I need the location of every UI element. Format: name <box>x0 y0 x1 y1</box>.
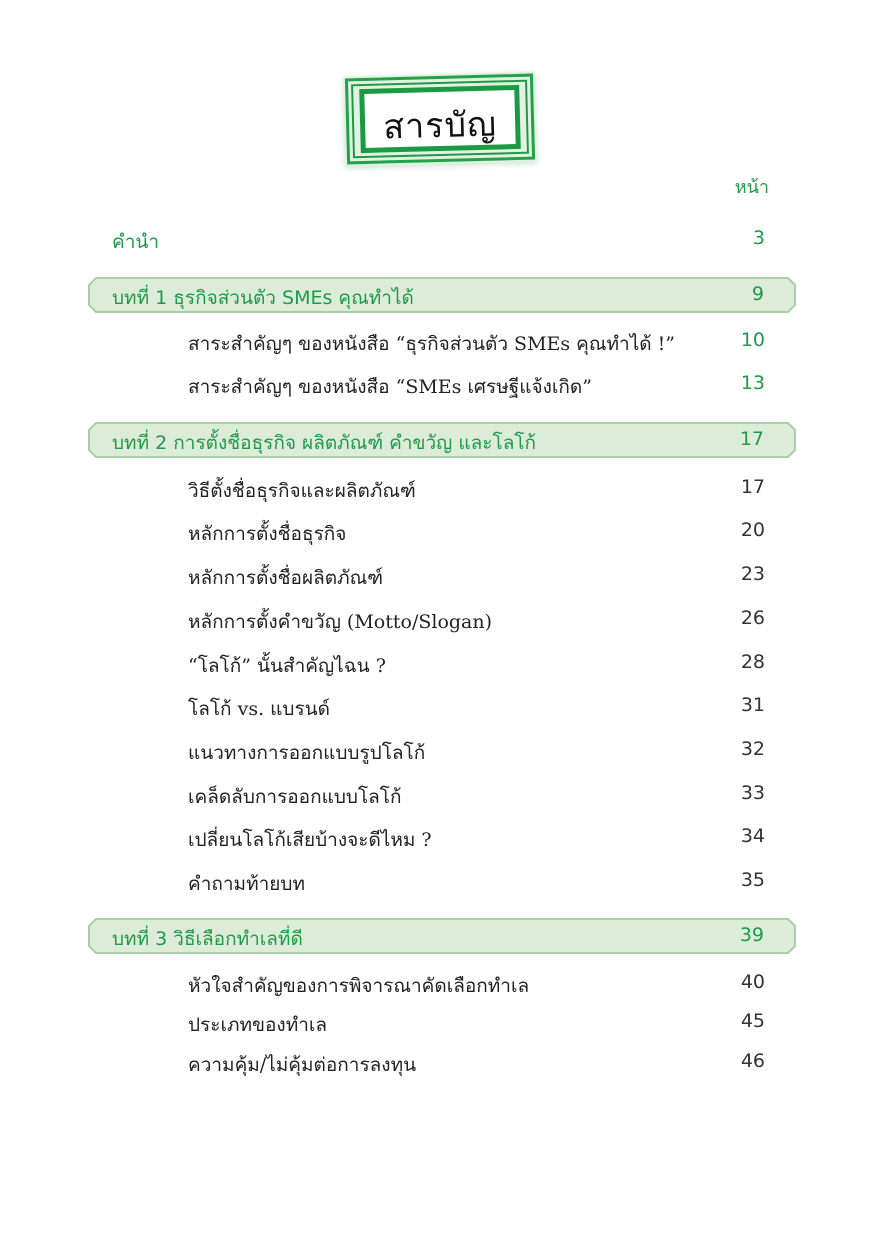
entry-page: 45 <box>740 1010 765 1032</box>
chapter-page: 17 <box>739 428 764 450</box>
entry-label: หลักการตั้งชื่อธุรกิจ <box>188 523 347 545</box>
toc-entry[interactable] <box>0 607 869 637</box>
entry-page: 17 <box>740 476 765 498</box>
page-column-label: หน้า <box>734 177 769 198</box>
entry-label: หลักการตั้งชื่อผลิตภัณฑ์ <box>188 567 384 589</box>
entry-page: 3 <box>752 227 765 249</box>
entry-label: คำนำ <box>112 231 160 253</box>
chapter-label: บทที่ 1 ธุรกิจส่วนตัว SMEs คุณทำได้ <box>112 287 414 309</box>
entry-page: 23 <box>740 563 765 585</box>
toc-title-stamp <box>339 67 541 170</box>
toc-chapter-1[interactable] <box>88 277 796 313</box>
entry-label: วิธีตั้งชื่อธุรกิจและผลิตภัณฑ์ <box>188 480 416 502</box>
entry-page: 13 <box>740 372 765 394</box>
entry-page: 10 <box>740 329 765 351</box>
toc-entry[interactable] <box>0 738 869 768</box>
chapter-label: บทที่ 2 การตั้งชื่อธุรกิจ ผลิตภัณฑ์ คำขวัญ และโลโก้ <box>112 432 537 454</box>
entry-label: “โลโก้” นั้นสำคัญไฉน ? <box>188 655 386 677</box>
toc-entry[interactable] <box>0 782 869 812</box>
toc-entry[interactable] <box>0 372 869 402</box>
entry-page: 40 <box>740 971 765 993</box>
page-title: สารบัญ <box>382 104 498 148</box>
toc-entry[interactable] <box>0 563 869 593</box>
entry-label: แนวทางการออกแบบรูปโลโก้ <box>188 742 426 764</box>
toc-entry[interactable] <box>0 519 869 549</box>
entry-label: ประเภทของทำเล <box>188 1014 328 1036</box>
toc-chapter-3[interactable] <box>88 918 796 954</box>
toc-entry[interactable] <box>0 1010 869 1040</box>
toc-entry[interactable] <box>0 971 869 1001</box>
chapter-page: 39 <box>739 924 764 946</box>
toc-chapter-2[interactable] <box>88 422 796 458</box>
entry-label: คำถามท้ายบท <box>188 873 305 895</box>
entry-label: โลโก้ vs. แบรนด์ <box>188 698 330 720</box>
entry-page: 26 <box>740 607 765 629</box>
entry-page: 34 <box>740 825 765 847</box>
entry-page: 28 <box>740 651 765 673</box>
entry-label: สาระสำคัญๆ ของหนังสือ “SMEs เศรษฐีแจ้งเกิด” <box>188 376 592 398</box>
entry-label: เคล็ดลับการออกแบบโลโก้ <box>188 786 402 808</box>
entry-page: 31 <box>740 694 765 716</box>
chapter-label: บทที่ 3 วิธีเลือกทำเลที่ดี <box>112 928 303 950</box>
entry-label: สาระสำคัญๆ ของหนังสือ “ธุรกิจส่วนตัว SMEs คุณทำได้ !” <box>188 333 675 355</box>
toc-entry[interactable] <box>0 694 869 724</box>
toc-entry[interactable] <box>0 329 869 359</box>
entry-page: 33 <box>740 782 765 804</box>
chapter-page: 9 <box>751 283 764 305</box>
toc-entry-intro[interactable] <box>0 227 869 257</box>
entry-page: 32 <box>740 738 765 760</box>
entry-page: 46 <box>740 1050 765 1072</box>
toc-entry[interactable] <box>0 869 869 899</box>
entry-page: 20 <box>740 519 765 541</box>
entry-page: 35 <box>740 869 765 891</box>
entry-label: เปลี่ยนโลโก้เสียบ้างจะดีไหม ? <box>188 829 432 851</box>
toc-entry[interactable] <box>0 476 869 506</box>
entry-label: หลักการตั้งคำขวัญ (Motto/Slogan) <box>188 611 493 633</box>
toc-entry[interactable] <box>0 651 869 681</box>
toc-entry[interactable] <box>0 1050 869 1080</box>
toc-entry[interactable] <box>0 825 869 855</box>
entry-label: ความคุ้ม/ไม่คุ้มต่อการลงทุน <box>188 1054 417 1076</box>
entry-label: หัวใจสำคัญของการพิจารณาคัดเลือกทำเล <box>188 975 530 997</box>
